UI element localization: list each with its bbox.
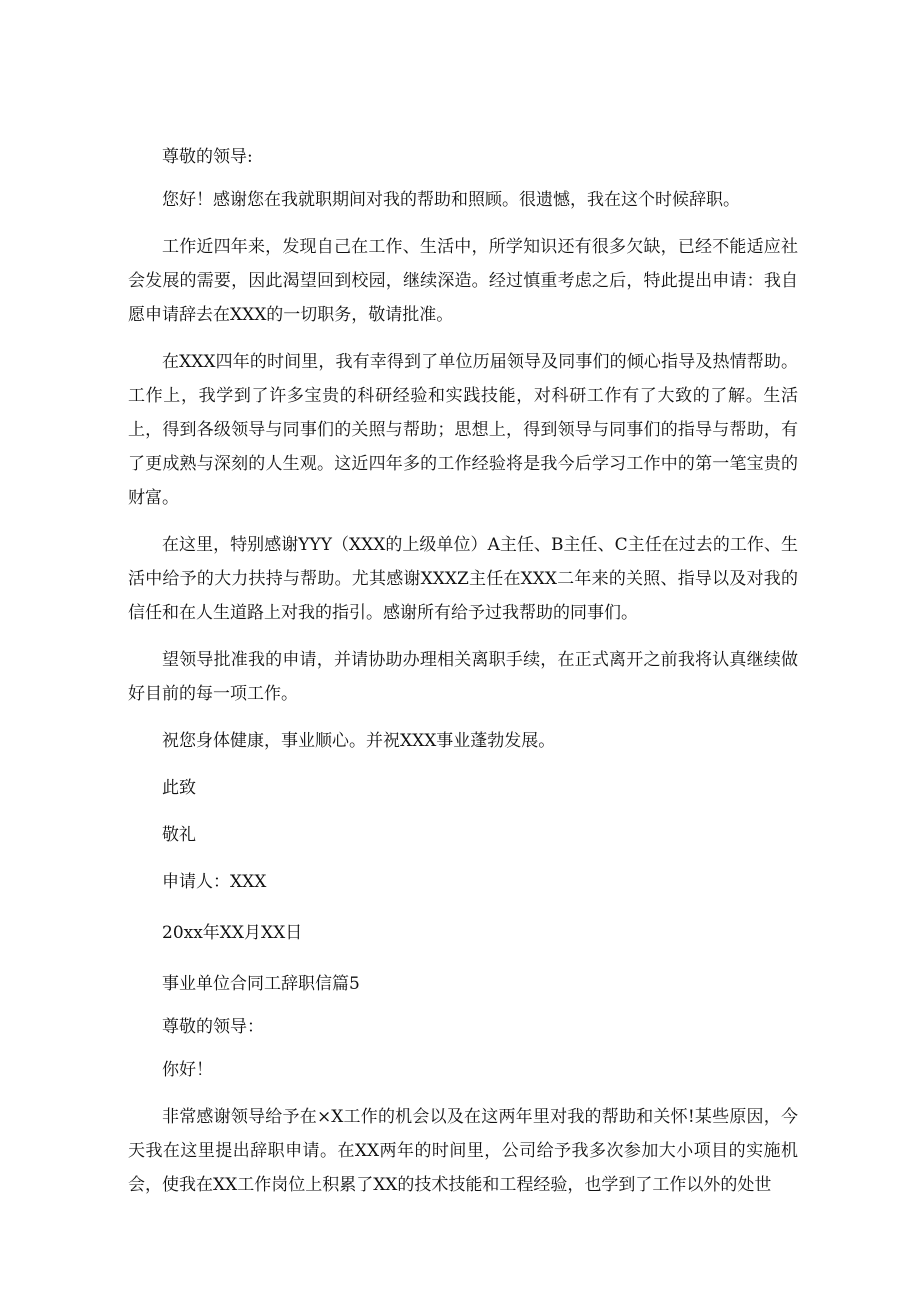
- letter1-date: 20xx年XX月XX日: [162, 923, 303, 943]
- letter2-paragraph-1: 非常感谢领导给予在×X工作的机会以及在这两年里对我的帮助和关怀!某些原因，今天我在这里提出辞职申请。在XX两年的时间里，公司给予我多次参加大小项目的实施机会，使我在XX工作岗位上积累了XX的技术技能和工程经验，也学到了工作以外的处世: [128, 1107, 798, 1195]
- letter2-hello: 你好！: [162, 1060, 213, 1080]
- letter1-paragraph-1: 您好！感谢您在我就职期间对我的帮助和照顾。很遗憾，我在这个时候辞职。: [162, 190, 740, 210]
- letter1-applicant: 申请人：XXX: [162, 872, 267, 892]
- letter1-paragraph-4: 在这里，特别感谢YYY（XXX的上级单位）A主任、B主任、C主任在过去的工作、生活中给予的大力扶持与帮助。尤其感谢XXXZ主任在XXX二年来的关照、指导以及对我的信任和在人生道路上对我的指引。感谢所有给予过我帮助的同事们。: [128, 535, 798, 623]
- letter2-title: 事业单位合同工辞职信篇5: [162, 974, 360, 994]
- letter1-closing-1: 此致: [162, 778, 196, 798]
- letter1-paragraph-3: 在XXX四年的时间里，我有幸得到了单位历届领导及同事们的倾心指导及热情帮助。工作上，我学到了许多宝贵的科研经验和实践技能，对科研工作有了大致的了解。生活上，得到各级领导与同事们的关照与帮助；思想上，得到领导与同事们的指导与帮助，有了更成熟与深刻的人生观。这近四年多的工作经验将是我今后学习工作中的第一笔宝贵的财富。: [128, 352, 798, 508]
- letter2-greeting: 尊敬的领导：: [162, 1017, 264, 1037]
- letter1-paragraph-6: 祝您身体健康，事业顺心。并祝XXX事业蓬勃发展。: [162, 731, 556, 751]
- letter1-paragraph-2: 工作近四年来，发现自己在工作、生活中，所学知识还有很多欠缺，已经不能适应社会发展的需要，因此渴望回到校园，继续深造。经过慎重考虑之后，特此提出申请：我自愿申请辞去在XXX的一切职务，敬请批准。: [128, 237, 798, 325]
- document-page: [128, 140, 798, 1215]
- letter1-paragraph-5: 望领导批准我的申请，并请协助办理相关离职手续，在正式离开之前我将认真继续做好目前的每一项工作。: [128, 650, 798, 704]
- letter1-closing-2: 敬礼: [162, 825, 196, 845]
- letter1-greeting: 尊敬的领导:: [162, 147, 253, 167]
